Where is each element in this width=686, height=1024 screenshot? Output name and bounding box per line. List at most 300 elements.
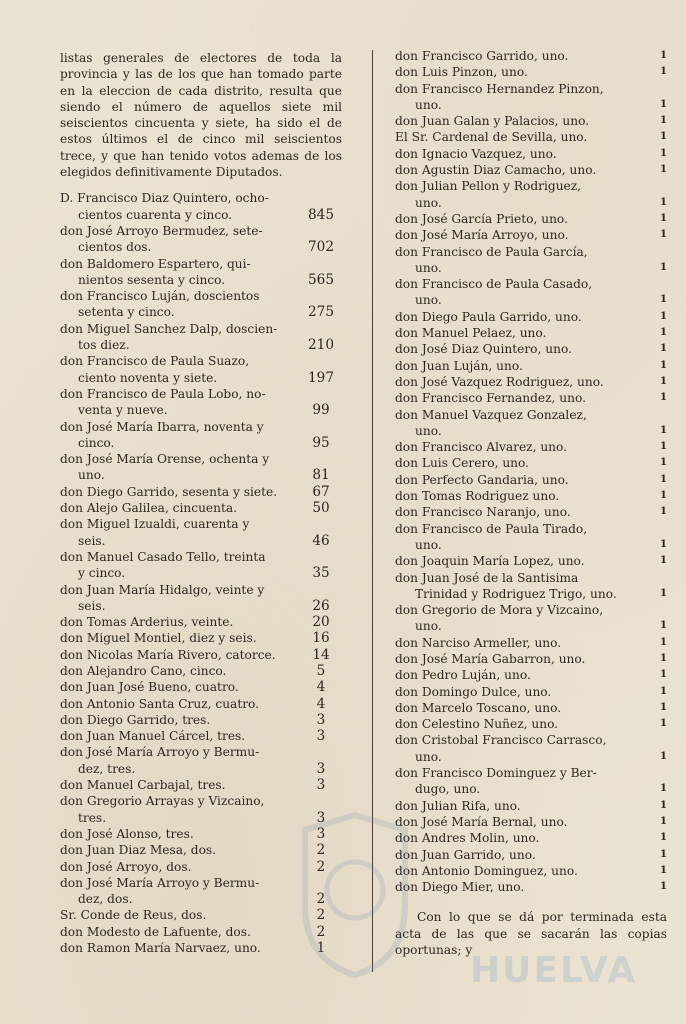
candidate-name-line: don José Vazquez Rodriguez, uno. — [395, 374, 604, 389]
left-vote-entry — [60, 353, 342, 386]
candidate-name — [395, 162, 651, 178]
candidate-name-continuation: uno. — [78, 468, 105, 483]
candidate-name-line: don José María Arroyo y Bermu- — [60, 875, 260, 890]
candidate-name-line: don Juan Manuel Cárcel, tres. — [60, 729, 246, 744]
candidate-name-line: don Juan Luján, uno. — [395, 358, 523, 373]
candidate-name — [395, 847, 651, 863]
candidate-name-line: don Diego Garrido, sesenta y siete. — [60, 484, 278, 499]
left-vote-entry — [60, 386, 342, 419]
candidate-name-continuation: dugo, uno. — [415, 782, 481, 797]
candidate-name-line: El Sr. Cardenal de Sevilla, uno. — [395, 130, 588, 145]
left-vote-entry — [60, 549, 342, 582]
candidate-name-line: don Diego Garrido, tres. — [60, 712, 211, 727]
left-vote-entry — [60, 419, 342, 452]
right-vote-entry — [395, 407, 667, 440]
candidate-name-continuation: venta y nueve. — [78, 403, 168, 418]
vote-count: 1 — [660, 815, 667, 827]
candidate-name-line: don Juan Galan y Palacios, uno. — [395, 114, 590, 129]
vote-count: 14 — [312, 646, 330, 663]
vote-count: 1 — [660, 587, 667, 599]
vote-count: 16 — [312, 630, 330, 647]
candidate-name-line: don Juan Garrido, uno. — [395, 847, 536, 862]
candidate-name-line: don Manuel Casado Tello, treinta — [60, 549, 266, 564]
candidate-name-line: don Tomas Arderius, veinte. — [60, 615, 234, 630]
right-vote-entry — [395, 113, 667, 129]
candidate-name — [395, 309, 651, 325]
candidate-name-line: don José María Gabarron, uno. — [395, 651, 586, 666]
candidate-name — [395, 244, 651, 277]
vote-count: 1 — [660, 555, 667, 567]
candidate-name-line: don José Arroyo Bermudez, sete- — [60, 223, 263, 238]
right-vote-entry — [395, 211, 667, 227]
candidate-name — [60, 842, 300, 858]
candidate-name-continuation: uno. — [415, 293, 442, 308]
vote-count: 1 — [660, 832, 667, 844]
candidate-name — [60, 826, 300, 842]
candidate-name — [60, 451, 300, 484]
candidate-name — [395, 635, 651, 651]
candidate-name — [395, 129, 651, 145]
candidate-name — [395, 325, 651, 341]
right-vote-entry — [395, 863, 667, 879]
candidate-name — [60, 500, 300, 516]
candidate-name-line: don Luis Cerero, uno. — [395, 456, 530, 471]
right-vote-entry — [395, 472, 667, 488]
vote-count: 3 — [316, 760, 326, 777]
vote-count: 2 — [316, 842, 326, 859]
candidate-name — [395, 211, 651, 227]
vote-count: 35 — [312, 565, 330, 582]
candidate-name-continuation: Trinidad y Rodriguez Trigo, uno. — [415, 586, 617, 601]
candidate-name — [395, 863, 651, 879]
candidate-name-line: don Narciso Armeller, uno. — [395, 635, 562, 650]
candidate-name-line: don José María Orense, ochenta y — [60, 452, 270, 467]
candidate-name-line: don Juan Diaz Mesa, dos. — [60, 843, 217, 858]
candidate-name-line: don José María Bernal, uno. — [395, 814, 568, 829]
vote-count: 3 — [316, 825, 326, 842]
candidate-name — [395, 341, 651, 357]
candidate-name-line: don Manuel Vazquez Gonzalez, — [395, 407, 587, 422]
vote-count: 1 — [660, 685, 667, 697]
candidate-name-line: don Miguel Montiel, diez y seis. — [60, 631, 257, 646]
right-vote-entry — [395, 276, 667, 309]
vote-count: 1 — [660, 620, 667, 632]
candidate-name-line: don Francisco Garrido, uno. — [395, 49, 569, 63]
candidate-name — [395, 358, 651, 374]
vote-count: 1 — [660, 261, 667, 273]
right-vote-entry — [395, 48, 667, 64]
candidate-name — [395, 146, 651, 162]
intro-paragraph: listas generales de electores de toda la provincia y las de los que han tomado parte en la eleccion de cada distrito, resulta que siendo el número de aquellos siete mil seiscientos cincuenta y siete, ha sido el de estos últimos el de cinco mil seiscientos trece, y que han tenido votos ademas de los elegidos definitivamente Diputados. — [60, 51, 342, 180]
left-vote-entry — [60, 744, 342, 777]
vote-count: 1 — [660, 294, 667, 306]
candidate-name — [60, 190, 300, 223]
candidate-name-line: don Francisco Alvarez, uno. — [395, 440, 568, 455]
closing-paragraph: Con lo que se dá por terminada esta acta de las que se sacarán las copias oportunas; y — [395, 910, 667, 958]
candidate-name-continuation: cientos dos. — [78, 240, 152, 255]
candidate-name-line: don José María Arroyo y Bermu- — [60, 745, 260, 760]
vote-count: 20 — [312, 614, 330, 631]
vote-count: 1 — [660, 490, 667, 502]
candidate-name-line: don Juan José Bueno, cuatro. — [60, 680, 239, 695]
vote-count: 4 — [316, 679, 326, 696]
right-vote-entry — [395, 667, 667, 683]
vote-count: 1 — [316, 940, 326, 957]
candidate-name-line: don Pedro Luján, uno. — [395, 668, 531, 683]
right-vote-entry — [395, 341, 667, 357]
candidate-name-line: don Julian Rifa, uno. — [395, 798, 521, 813]
vote-count: 3 — [316, 809, 326, 826]
right-vote-entry — [395, 374, 667, 390]
candidate-name — [395, 521, 651, 554]
candidate-name-line: don Manuel Carbajal, tres. — [60, 778, 226, 793]
candidate-name — [395, 227, 651, 243]
candidate-name-line: don Alejo Galilea, cincuenta. — [60, 501, 238, 516]
candidate-name — [395, 553, 651, 569]
candidate-name-line: don Francisco de Paula Suazo, — [60, 354, 250, 369]
candidate-name-line: don Antonio Santa Cruz, cuatro. — [60, 696, 260, 711]
left-vote-entry — [60, 582, 342, 615]
candidate-name-line: don Francisco de Paula García, — [395, 244, 588, 259]
huelva-watermark: HUELVA — [470, 950, 638, 991]
candidate-name-continuation: cinco. — [78, 435, 115, 450]
candidate-name — [395, 879, 651, 895]
left-vote-entry — [60, 614, 342, 630]
candidate-name-continuation: tos diez. — [78, 338, 130, 353]
right-vote-entry — [395, 521, 667, 554]
candidate-name — [395, 651, 651, 667]
candidate-name — [60, 549, 300, 582]
vote-count: 3 — [316, 711, 326, 728]
candidate-name-continuation: seis. — [78, 598, 106, 613]
left-vote-entry — [60, 728, 342, 744]
candidate-name — [60, 386, 300, 419]
candidate-name-line: don Miguel Sanchez Dalp, doscien- — [60, 321, 278, 336]
right-vote-entry — [395, 64, 667, 80]
vote-count: 4 — [316, 695, 326, 712]
candidate-name — [60, 647, 300, 663]
vote-count: 50 — [312, 500, 330, 517]
candidate-name — [395, 700, 651, 716]
candidate-name — [60, 630, 300, 646]
candidate-name-line: Sr. Conde de Reus, dos. — [60, 908, 207, 923]
right-vote-entry — [395, 635, 667, 651]
candidate-name-continuation: tres. — [78, 810, 107, 825]
candidate-name — [60, 744, 300, 777]
right-vote-entry — [395, 684, 667, 700]
candidate-name-line: don José Arroyo, dos. — [60, 859, 192, 874]
left-vote-entry — [60, 451, 342, 484]
vote-count: 1 — [660, 881, 667, 893]
vote-count: 197 — [308, 369, 334, 386]
candidate-name-line: don Francisco Hernandez Pinzon, — [395, 81, 604, 96]
candidate-name — [395, 765, 651, 798]
candidate-name — [60, 679, 300, 695]
candidate-name-line: don Ramon María Narvaez, uno. — [60, 941, 261, 956]
vote-count: 1 — [660, 196, 667, 208]
candidate-name-line: don Manuel Pelaez, uno. — [395, 326, 547, 341]
candidate-name — [60, 419, 300, 452]
right-vote-entry — [395, 162, 667, 178]
candidate-name-continuation: cientos cuarenta y cinco. — [78, 207, 233, 222]
right-vote-entry — [395, 390, 667, 406]
candidate-name-continuation: ciento noventa y siete. — [78, 370, 218, 385]
candidate-name — [395, 716, 651, 732]
right-vote-entry — [395, 146, 667, 162]
candidate-name — [395, 684, 651, 700]
vote-count: 2 — [316, 923, 326, 940]
candidate-name — [60, 777, 300, 793]
candidate-name — [60, 223, 300, 256]
right-vote-entry — [395, 488, 667, 504]
candidate-name — [60, 288, 300, 321]
candidate-name — [395, 488, 651, 504]
candidate-name-continuation: uno. — [415, 195, 442, 210]
right-vote-entry — [395, 814, 667, 830]
left-vote-entry — [60, 777, 342, 793]
candidate-name-line: don Antonio Dominguez, uno. — [395, 863, 578, 878]
vote-count: 1 — [660, 66, 667, 78]
candidate-name-continuation: dez, dos. — [78, 892, 133, 907]
candidate-name-line: D. Francisco Diaz Quintero, ocho- — [60, 191, 269, 206]
candidate-name-line: don Francisco Naranjo, uno. — [395, 505, 571, 520]
vote-count: 1 — [660, 718, 667, 730]
vote-count: 1 — [660, 636, 667, 648]
candidate-name-line: don Francisco de Paula Lobo, no- — [60, 386, 266, 401]
candidate-name — [395, 81, 651, 114]
vote-count: 1 — [660, 538, 667, 550]
candidate-name-continuation: uno. — [415, 749, 442, 764]
candidate-name-line: don José Alonso, tres. — [60, 826, 194, 841]
candidate-name-continuation: uno. — [415, 260, 442, 275]
candidate-name-line: don Alejandro Cano, cinco. — [60, 663, 227, 678]
vote-count: 2 — [316, 907, 326, 924]
archive-seal-watermark — [295, 810, 415, 980]
vote-count: 5 — [316, 662, 326, 679]
vote-count: 3 — [316, 728, 326, 745]
vote-count: 1 — [660, 457, 667, 469]
candidate-name — [60, 907, 300, 923]
candidate-name — [395, 113, 651, 129]
left-vote-entry — [60, 712, 342, 728]
candidate-name-line: don Luis Pinzon, uno. — [395, 65, 528, 80]
candidate-name — [395, 814, 651, 830]
candidate-name — [60, 859, 300, 875]
candidate-name — [60, 484, 300, 500]
candidate-name-line: don José Diaz Quintero, uno. — [395, 342, 572, 357]
right-vote-entry — [395, 602, 667, 635]
candidate-name-line: don Modesto de Lafuente, dos. — [60, 924, 251, 939]
candidate-name — [395, 602, 651, 635]
right-vote-entry — [395, 879, 667, 895]
right-vote-entry — [395, 570, 667, 603]
candidate-name-line: don Miguel Izualdi, cuarenta y — [60, 517, 250, 532]
left-vote-entry — [60, 647, 342, 663]
vote-count: 2 — [316, 858, 326, 875]
vote-count: 1 — [660, 506, 667, 518]
vote-count: 1 — [660, 359, 667, 371]
vote-count: 1 — [660, 848, 667, 860]
right-vote-entry — [395, 244, 667, 277]
candidate-name-line: don Francisco Fernandez, uno. — [395, 391, 586, 406]
candidate-name-line: don Nicolas María Rivero, catorce. — [60, 647, 276, 662]
vote-count: 1 — [660, 98, 667, 110]
vote-count: 67 — [312, 483, 330, 500]
right-vote-entry — [395, 455, 667, 471]
candidate-name — [395, 178, 651, 211]
vote-count: 275 — [308, 304, 334, 321]
candidate-name-line: don Gregorio Arrayas y Vizcaino, — [60, 794, 265, 809]
left-vote-entry — [60, 288, 342, 321]
left-vote-entry — [60, 321, 342, 354]
candidate-name — [395, 48, 651, 64]
candidate-name-line: don Perfecto Gandaria, uno. — [395, 472, 569, 487]
vote-count: 845 — [308, 206, 334, 223]
vote-count: 1 — [660, 799, 667, 811]
candidate-name-line: don Domingo Dulce, uno. — [395, 684, 552, 699]
candidate-name — [60, 582, 300, 615]
vote-count: 1 — [660, 310, 667, 322]
vote-count: 1 — [660, 147, 667, 159]
candidate-name — [395, 455, 651, 471]
vote-count: 46 — [312, 532, 330, 549]
vote-count: 1 — [660, 652, 667, 664]
right-vote-entry — [395, 227, 667, 243]
candidate-name — [60, 614, 300, 630]
vote-count: 1 — [660, 750, 667, 762]
vote-count: 26 — [312, 597, 330, 614]
candidate-name — [60, 728, 300, 744]
candidate-name-line: don Ignacio Vazquez, uno. — [395, 146, 557, 161]
left-vote-entry — [60, 679, 342, 695]
candidate-name — [395, 64, 651, 80]
candidate-name — [395, 570, 651, 603]
right-vote-entry — [395, 651, 667, 667]
vote-count: 565 — [308, 271, 334, 288]
vote-count: 1 — [660, 473, 667, 485]
right-vote-entry — [395, 830, 667, 846]
right-vote-entry — [395, 358, 667, 374]
candidate-name-line: don José María Ibarra, noventa y — [60, 419, 264, 434]
candidate-name — [395, 390, 651, 406]
candidate-name-continuation: y cinco. — [78, 566, 126, 581]
right-vote-entry — [395, 504, 667, 520]
vote-count: 99 — [312, 402, 330, 419]
candidate-name-line: don Juan María Hidalgo, veinte y — [60, 582, 265, 597]
left-vote-entry — [60, 223, 342, 256]
candidate-name-line: don Andres Molin, uno. — [395, 831, 540, 846]
candidate-name — [60, 321, 300, 354]
left-vote-entry — [60, 256, 342, 289]
candidate-name — [60, 516, 300, 549]
candidate-name-line: don Joaquin María Lopez, uno. — [395, 554, 585, 569]
vote-count: 1 — [660, 327, 667, 339]
left-vote-entry — [60, 484, 342, 500]
candidate-name-line: don Julian Pellon y Rodriguez, — [395, 179, 582, 194]
vote-count: 3 — [316, 777, 326, 794]
right-vote-entry — [395, 700, 667, 716]
candidate-name-continuation: dez, tres. — [78, 761, 136, 776]
vote-count: 1 — [660, 392, 667, 404]
left-vote-entry — [60, 630, 342, 646]
candidate-name-continuation: uno. — [415, 423, 442, 438]
candidate-name — [60, 353, 300, 386]
left-vote-entry — [60, 663, 342, 679]
candidate-name — [395, 439, 651, 455]
candidate-name — [395, 407, 651, 440]
vote-count: 1 — [660, 131, 667, 143]
right-vote-entry — [395, 553, 667, 569]
candidate-name-line: don Tomas Rodriguez uno. — [395, 489, 560, 504]
vote-count: 1 — [660, 343, 667, 355]
candidate-name — [60, 696, 300, 712]
vote-count: 1 — [660, 441, 667, 453]
candidate-name — [60, 712, 300, 728]
candidate-name-line: don Francisco de Paula Tirado, — [395, 521, 588, 536]
candidate-name-line: don Francisco Luján, doscientos — [60, 289, 260, 304]
right-vote-entry — [395, 732, 667, 765]
candidate-name — [395, 732, 651, 765]
left-vote-entry — [60, 500, 342, 516]
right-vote-entry — [395, 129, 667, 145]
candidate-name-line: don Celestino Nuñez, uno. — [395, 717, 559, 732]
candidate-name-line: don Gregorio de Mora y Vizcaino, — [395, 603, 604, 618]
vote-count: 1 — [660, 375, 667, 387]
vote-count: 1 — [660, 701, 667, 713]
candidate-name — [395, 667, 651, 683]
vote-count: 1 — [660, 164, 667, 176]
right-vote-entry — [395, 309, 667, 325]
candidate-name-continuation: seis. — [78, 533, 106, 548]
candidate-name — [395, 504, 651, 520]
candidate-name-continuation: uno. — [415, 97, 442, 112]
candidate-name — [395, 276, 651, 309]
candidate-name-line: don Francisco Dominguez y Ber- — [395, 766, 597, 781]
candidate-name — [60, 924, 300, 940]
candidate-name-line: don José María Arroyo, uno. — [395, 228, 569, 243]
vote-count: 1 — [660, 864, 667, 876]
candidate-name — [60, 793, 300, 826]
candidate-name-continuation: nientos sesenta y cinco. — [78, 272, 226, 287]
right-vote-entry — [395, 325, 667, 341]
vote-count: 1 — [660, 50, 667, 61]
right-vote-entry — [395, 178, 667, 211]
candidate-name-line: don Diego Paula Garrido, uno. — [395, 309, 582, 324]
vote-count: 1 — [660, 783, 667, 795]
vote-count: 1 — [660, 212, 667, 224]
candidate-name-line: don Baldomero Espartero, qui- — [60, 256, 251, 271]
candidate-name — [60, 663, 300, 679]
candidate-name — [395, 830, 651, 846]
vote-count: 1 — [660, 424, 667, 436]
left-vote-entry — [60, 190, 342, 223]
candidate-name-line: don Cristobal Francisco Carrasco, — [395, 733, 607, 748]
right-column — [395, 48, 667, 971]
candidate-name-line: don Diego Mier, uno. — [395, 880, 525, 895]
candidate-name — [60, 256, 300, 289]
right-vote-list — [395, 48, 667, 895]
candidate-name — [395, 374, 651, 390]
candidate-name-continuation: uno. — [415, 537, 442, 552]
candidate-name — [395, 798, 651, 814]
vote-count: 1 — [660, 669, 667, 681]
candidate-name-line: don Agustin Diaz Camacho, uno. — [395, 163, 597, 178]
left-vote-entry — [60, 696, 342, 712]
candidate-name — [60, 940, 300, 956]
candidate-name-line: don Francisco de Paula Casado, — [395, 277, 593, 292]
right-vote-entry — [395, 847, 667, 863]
right-vote-entry — [395, 439, 667, 455]
